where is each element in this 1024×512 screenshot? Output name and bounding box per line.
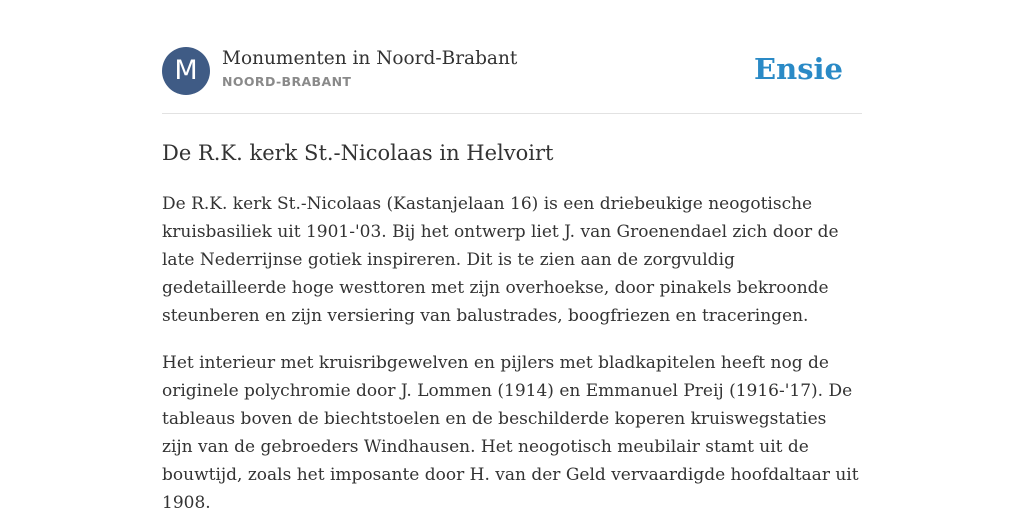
book-title-link[interactable]: Monumenten in Noord-Brabant	[222, 48, 518, 69]
avatar[interactable]: M	[162, 47, 210, 95]
article-title: De R.K. kerk St.-Nicolaas in Helvoirt	[162, 141, 554, 165]
article-paragraph-1: De R.K. kerk St.-Nicolaas (Kastanjelaan 16) is een driebeukige neogotische kruisbasiliek uit 1901-'03. Bij het ontwerp liet J. van Groenendael zich door de late Nederrijnse gotiek inspireren. Dit is te zien aan de zorgvuldig gedetailleerde hoge westtoren met zijn overhoekse, door pinakels bekroonde steunberen en zijn versiering van balustrades, boogfriezen en traceringen.	[162, 194, 839, 326]
page	[162, 0, 862, 512]
book-subtitle: NOORD-BRABANT	[222, 74, 352, 89]
header-divider	[162, 113, 862, 114]
ensie-logo[interactable]: Ensie	[754, 52, 843, 86]
article-paragraph-2: Het interieur met kruisribgewelven en pijlers met bladkapitelen heeft nog de originele polychromie door J. Lommen (1914) en Emmanuel Preij (1916-'17). De tableaus boven de biechtstoelen en de beschilderde koperen kruiswegstaties zijn van de gebroeders Windhausen. Het neogotisch meubilair stamt uit de bouwtijd, zoals het imposante door H. van der Geld vervaardigde hoofdaltaar uit 1908.	[162, 353, 859, 512]
header	[162, 45, 862, 95]
